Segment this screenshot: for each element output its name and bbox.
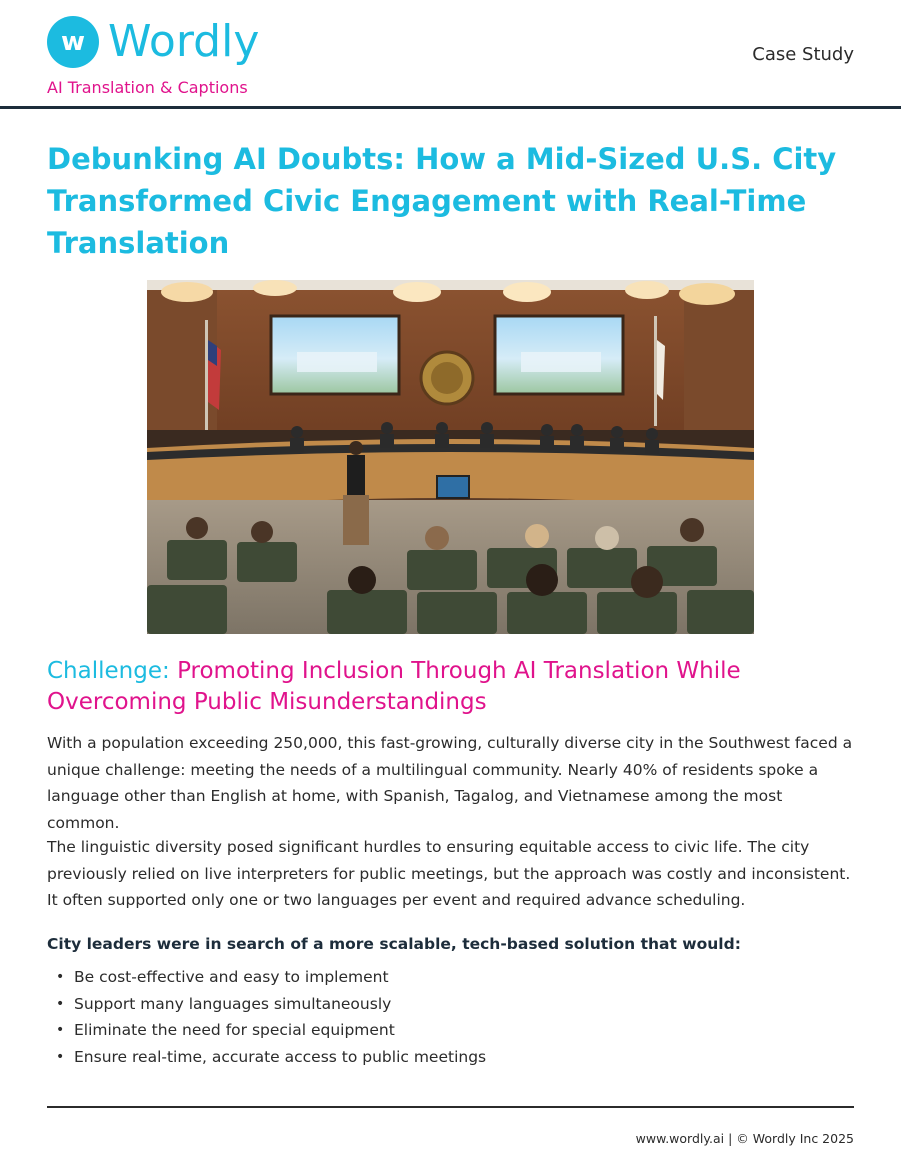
tagline: AI Translation & Captions: [47, 78, 248, 97]
paragraph-linguistic-diversity: The linguistic diversity posed significant hurdles to ensuring equitable access to civic life. The city previously relied on live interpreters for public meetings, but the approach was costly and inconsistent. It often supported only one or two languages per event and required advance scheduling.: [47, 838, 851, 909]
bullet-icon: •: [56, 969, 65, 985]
bullet-icon: •: [56, 1048, 65, 1065]
wordly-logo-text: Wordly: [108, 16, 260, 67]
list-item-text: Support many languages simultaneously: [74, 994, 392, 1013]
challenge-heading: [47, 656, 857, 718]
footer-divider: [47, 1106, 854, 1108]
challenge-label: Challenge:: [47, 658, 170, 684]
requirements-lead: City leaders were in search of a more scalable, tech-based solution that would:: [47, 935, 741, 953]
footer-copyright: © Wordly Inc 2025: [736, 1131, 854, 1146]
document-type-label: Case Study: [752, 44, 854, 65]
list-item-text: Be cost-effective and easy to implement: [74, 968, 389, 986]
page-title: Debunking AI Doubts: How a Mid-Sized U.S. City Transformed Civic Engagement with Real-Time Translation: [47, 142, 837, 260]
bullet-icon: •: [56, 995, 65, 1012]
list-item-text: Eliminate the need for special equipment: [74, 1021, 395, 1039]
wordly-logo-mark: w: [47, 16, 99, 68]
requirements-list: [47, 964, 827, 1070]
list-item: [47, 1017, 827, 1044]
list-item: [47, 991, 827, 1018]
footer-separator: |: [728, 1131, 733, 1146]
list-item-text: Ensure real-time, accurate access to public meetings: [74, 1047, 487, 1066]
paragraph-population: With a population exceeding 250,000, this fast-growing, culturally diverse city in the Southwest faced a unique challenge: meeting the needs of a multilingual community. Nearly 40% of residents spoke a language other than English at home, with Spanish, Tagalog, and Vietnamese among the most common.: [47, 734, 853, 832]
council-chamber-photo: [147, 280, 754, 634]
list-item: [47, 1044, 827, 1071]
challenge-title: Promoting Inclusion Through AI Translation While Overcoming Public Misunderstandings: [47, 658, 741, 715]
header-divider: [0, 106, 901, 109]
footer-url: www.wordly.ai: [635, 1131, 725, 1146]
footer: [636, 1130, 854, 1148]
list-item: [47, 964, 827, 991]
bullet-icon: •: [56, 1022, 65, 1038]
